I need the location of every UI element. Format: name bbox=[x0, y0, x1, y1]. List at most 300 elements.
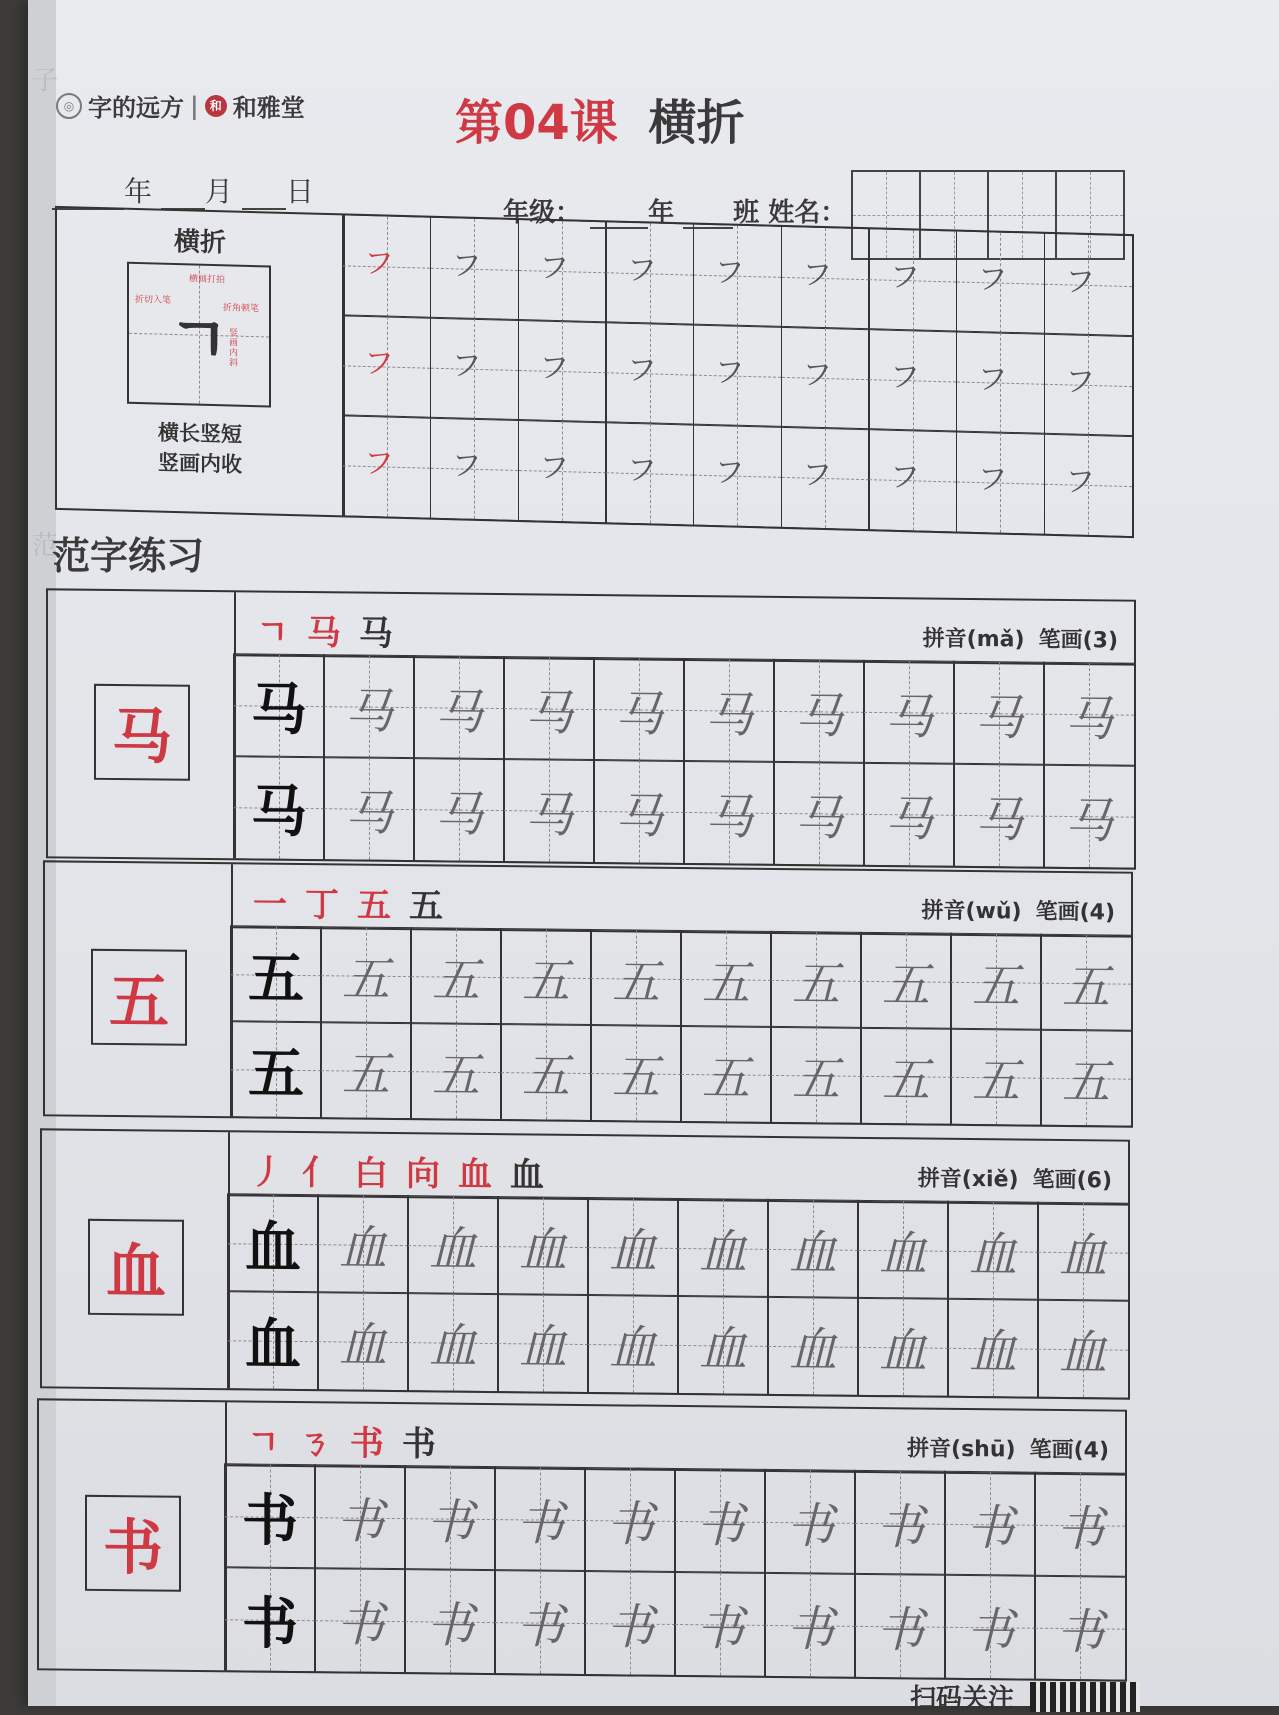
stroke-practice-cell[interactable] bbox=[518, 219, 607, 323]
writing-cell[interactable] bbox=[407, 1195, 499, 1294]
brand-right-text: 和雅堂 bbox=[232, 93, 305, 122]
strokes-count: (4) bbox=[1079, 900, 1115, 926]
name-label: 姓名： bbox=[768, 198, 847, 228]
writing-cell[interactable] bbox=[674, 1571, 766, 1676]
practice-character: 马 bbox=[1064, 690, 1113, 747]
stroke-practice-cell[interactable] bbox=[1044, 333, 1133, 437]
edge-glyph: 范 bbox=[32, 531, 59, 561]
stroke-practice-cell[interactable] bbox=[781, 226, 870, 330]
stroke-order-step: 丁 bbox=[305, 885, 357, 926]
practice-character: 马 bbox=[794, 789, 843, 847]
practice-character: 五 bbox=[431, 952, 480, 1009]
practice-character: 血 bbox=[968, 1227, 1017, 1284]
stroke-name: 横折 bbox=[173, 226, 226, 259]
strokes-count: (3) bbox=[1082, 628, 1118, 654]
practice-character: 血 bbox=[428, 1318, 477, 1375]
writing-cell[interactable] bbox=[1034, 1575, 1126, 1680]
practice-stroke: フ bbox=[451, 348, 482, 385]
practice-stroke: フ bbox=[714, 255, 745, 291]
pinyin-label: 拼音 bbox=[921, 898, 966, 924]
practice-stroke: フ bbox=[889, 259, 920, 296]
writing-cell[interactable] bbox=[863, 660, 955, 764]
demo-note: 折切入笔 bbox=[135, 294, 172, 306]
writing-cell[interactable] bbox=[770, 1026, 862, 1123]
practice-character: 马 bbox=[344, 784, 393, 842]
writing-cell[interactable] bbox=[314, 1567, 406, 1672]
day-blank[interactable] bbox=[242, 184, 286, 210]
character-meta bbox=[921, 893, 1115, 926]
stroke-practice-cell[interactable] bbox=[518, 319, 607, 423]
practice-character: 书 bbox=[1055, 1500, 1104, 1558]
practice-character: 五 bbox=[431, 1047, 480, 1104]
practice-character: 马 bbox=[704, 788, 753, 846]
demo-glyph: ㄱ bbox=[168, 301, 230, 379]
footer-text: 扫码关注 bbox=[910, 1684, 1015, 1714]
writing-cell[interactable] bbox=[317, 1194, 409, 1293]
stroke-practice-cell[interactable] bbox=[342, 315, 431, 419]
stroke-practice-cell[interactable] bbox=[693, 424, 782, 528]
writing-cell[interactable] bbox=[500, 928, 592, 1025]
practice-character: 五 bbox=[611, 1049, 660, 1106]
practice-character: 血 bbox=[608, 1320, 657, 1377]
practice-character: 马 bbox=[794, 687, 843, 745]
page-title bbox=[455, 84, 745, 153]
character-sample-column bbox=[39, 1400, 227, 1670]
practice-character: 五 bbox=[881, 957, 930, 1014]
stroke-practice-cell[interactable] bbox=[518, 419, 607, 523]
model-character: 马 bbox=[251, 778, 307, 846]
stroke-practice-cell[interactable] bbox=[605, 222, 694, 326]
stroke-practice-cell[interactable] bbox=[605, 322, 694, 426]
practice-character: 五 bbox=[701, 955, 750, 1012]
writing-cell[interactable] bbox=[1043, 764, 1135, 868]
writing-cell[interactable] bbox=[230, 926, 322, 1023]
brand-seal-icon: 和 bbox=[205, 95, 227, 117]
practice-character: 书 bbox=[605, 1496, 654, 1553]
practice-character: 书 bbox=[965, 1603, 1014, 1660]
writing-cell[interactable] bbox=[410, 927, 502, 1024]
writing-cell[interactable] bbox=[1040, 1029, 1132, 1126]
model-character: 血 bbox=[245, 1310, 301, 1378]
practice-character: 五 bbox=[341, 951, 390, 1008]
stroke-tip: 横长竖短 bbox=[158, 420, 242, 447]
practice-character: 马 bbox=[974, 791, 1023, 849]
character-block bbox=[46, 588, 1136, 869]
practice-character: 书 bbox=[515, 1598, 564, 1655]
stroke-practice-cell[interactable] bbox=[430, 317, 519, 421]
practice-character: 书 bbox=[425, 1597, 474, 1654]
writing-cell[interactable] bbox=[770, 931, 862, 1028]
practice-character: 血 bbox=[338, 1317, 387, 1374]
character-sample-column bbox=[45, 862, 233, 1116]
practice-stroke: フ bbox=[977, 462, 1008, 498]
writing-cell[interactable] bbox=[773, 761, 865, 865]
demo-note: 横画打拍 bbox=[189, 274, 226, 286]
stroke-order bbox=[256, 604, 411, 655]
lesson-number: 第04课 bbox=[455, 95, 618, 151]
writing-cell[interactable] bbox=[683, 658, 775, 762]
pinyin-value: (xiě) bbox=[961, 1166, 1019, 1193]
writing-cell[interactable] bbox=[413, 757, 505, 861]
stroke-order-step: 白 bbox=[354, 1153, 406, 1195]
model-character: 书 bbox=[242, 1589, 298, 1657]
writing-cell[interactable] bbox=[320, 926, 412, 1023]
practice-character: 书 bbox=[695, 1600, 744, 1657]
model-character: 五 bbox=[248, 944, 304, 1012]
writing-grid bbox=[234, 654, 1134, 867]
writing-cell[interactable] bbox=[953, 661, 1045, 765]
stroke-order-step: 向 bbox=[406, 1154, 458, 1195]
stroke-practice-grid bbox=[343, 215, 1132, 536]
stroke-order-step: 亻 bbox=[302, 1153, 354, 1194]
practice-character: 马 bbox=[344, 682, 393, 740]
sample-character-box bbox=[94, 684, 190, 781]
writing-cell[interactable] bbox=[1037, 1299, 1129, 1398]
practice-character: 马 bbox=[1064, 792, 1113, 849]
stroke-practice-cell[interactable] bbox=[956, 231, 1045, 335]
stroke-practice-cell[interactable] bbox=[781, 326, 870, 430]
practice-character: 血 bbox=[698, 1321, 747, 1378]
writing-cell[interactable] bbox=[590, 929, 682, 1026]
writing-cell[interactable] bbox=[854, 1573, 946, 1678]
stroke-order-step: 丿 bbox=[250, 1152, 302, 1194]
sample-character-box bbox=[91, 949, 187, 1046]
writing-cell[interactable] bbox=[314, 1464, 406, 1569]
sample-character: 五 bbox=[109, 966, 169, 1038]
practice-character: 书 bbox=[1055, 1603, 1104, 1661]
model-character: 书 bbox=[242, 1486, 298, 1554]
writing-grid bbox=[225, 1464, 1125, 1679]
writing-cell[interactable] bbox=[404, 1568, 496, 1673]
writing-cell[interactable] bbox=[494, 1466, 586, 1571]
stroke-order-step: 一 bbox=[253, 884, 305, 926]
practice-character: 书 bbox=[785, 1498, 834, 1555]
practice-stroke: フ bbox=[889, 359, 920, 396]
practice-character: 血 bbox=[608, 1223, 657, 1280]
practice-character: 血 bbox=[968, 1324, 1017, 1381]
pinyin-label: 拼音 bbox=[917, 1166, 962, 1192]
writing-cell[interactable] bbox=[857, 1297, 949, 1396]
strokes-count: (6) bbox=[1076, 1168, 1112, 1194]
demo-grid bbox=[129, 264, 269, 406]
writing-cell[interactable] bbox=[857, 1200, 949, 1299]
section-title: 范字练习 bbox=[52, 534, 205, 578]
practice-stroke: フ bbox=[626, 352, 657, 389]
practice-stroke: フ bbox=[363, 345, 394, 382]
stroke-practice-cell[interactable] bbox=[342, 415, 431, 519]
practice-stroke: フ bbox=[539, 350, 570, 387]
writing-grid bbox=[228, 1194, 1128, 1397]
stroke-order-step: ㄱ bbox=[256, 612, 307, 654]
writing-cell[interactable] bbox=[950, 933, 1042, 1030]
practice-stroke: フ bbox=[802, 357, 833, 394]
class-unit: 班 bbox=[733, 198, 760, 228]
writing-cell[interactable] bbox=[413, 655, 505, 759]
practice-character: 马 bbox=[434, 785, 483, 843]
writing-cell[interactable] bbox=[764, 1469, 856, 1574]
practice-stroke: フ bbox=[1065, 264, 1096, 301]
brand-logo bbox=[56, 88, 305, 123]
writing-cell[interactable] bbox=[593, 657, 685, 761]
stroke-practice-cell[interactable] bbox=[693, 324, 782, 428]
practice-character: 血 bbox=[878, 1226, 927, 1283]
character-meta bbox=[918, 1161, 1112, 1194]
stroke-order-step: ㄋ bbox=[297, 1423, 350, 1464]
model-character: 五 bbox=[248, 1039, 304, 1107]
practice-character: 书 bbox=[425, 1494, 474, 1551]
brand-circle-icon: ◎ bbox=[56, 93, 82, 119]
practice-character: 血 bbox=[698, 1224, 747, 1281]
writing-cell[interactable] bbox=[860, 1027, 952, 1124]
pinyin-value: (shū) bbox=[951, 1436, 1016, 1463]
pinyin-value: (wǔ) bbox=[965, 898, 1022, 925]
practice-character: 血 bbox=[518, 1222, 567, 1279]
stroke-practice-cell[interactable] bbox=[868, 228, 957, 332]
stroke-practice-cell[interactable] bbox=[693, 224, 782, 328]
writing-cell[interactable] bbox=[854, 1470, 946, 1575]
year-label: 年 bbox=[124, 175, 153, 208]
character-meta bbox=[923, 621, 1118, 654]
model-character: 血 bbox=[245, 1213, 301, 1281]
writing-cell[interactable] bbox=[323, 654, 415, 758]
practice-character: 五 bbox=[521, 1048, 570, 1105]
writing-cell[interactable] bbox=[503, 656, 595, 760]
writing-cell[interactable] bbox=[227, 1194, 319, 1293]
practice-character: 血 bbox=[788, 1322, 837, 1379]
practice-character: 五 bbox=[701, 1050, 750, 1107]
writing-cell[interactable] bbox=[950, 1028, 1042, 1125]
stroke-intro bbox=[57, 208, 345, 516]
writing-cell[interactable] bbox=[224, 1464, 316, 1569]
stroke-practice-cell[interactable] bbox=[430, 417, 519, 521]
writing-cell[interactable] bbox=[584, 1467, 676, 1572]
writing-cell[interactable] bbox=[233, 756, 325, 860]
model-character: 马 bbox=[251, 676, 307, 744]
practice-character: 五 bbox=[971, 1053, 1020, 1110]
writing-cell[interactable] bbox=[680, 930, 772, 1027]
practice-character: 马 bbox=[434, 683, 483, 741]
character-block bbox=[37, 1398, 1127, 1681]
practice-character: 血 bbox=[338, 1220, 387, 1277]
practice-character: 马 bbox=[524, 684, 573, 742]
stroke-order bbox=[250, 1144, 562, 1196]
writing-cell[interactable] bbox=[953, 763, 1045, 867]
practice-character: 血 bbox=[788, 1225, 837, 1282]
practice-character: 马 bbox=[884, 790, 933, 848]
practice-character: 五 bbox=[341, 1046, 390, 1103]
stroke-tip: 竖画内收 bbox=[158, 450, 242, 477]
writing-cell[interactable] bbox=[494, 1569, 586, 1674]
writing-cell[interactable] bbox=[944, 1574, 1036, 1679]
practice-stroke: フ bbox=[714, 355, 745, 391]
pinyin-label: 拼音 bbox=[922, 626, 967, 652]
practice-character: 书 bbox=[785, 1601, 834, 1658]
practice-stroke: フ bbox=[977, 362, 1008, 398]
writing-cell[interactable] bbox=[320, 1021, 412, 1118]
practice-character: 马 bbox=[614, 685, 663, 743]
stroke-order-step: 书 bbox=[401, 1424, 454, 1465]
practice-character: 五 bbox=[791, 956, 840, 1013]
practice-stroke: フ bbox=[626, 252, 657, 289]
stroke-order-step: 血 bbox=[458, 1154, 510, 1196]
practice-character: 书 bbox=[515, 1495, 564, 1552]
writing-cell[interactable] bbox=[677, 1295, 769, 1394]
demo-note: 竖画内斜 bbox=[229, 328, 239, 369]
writing-cell[interactable] bbox=[767, 1199, 859, 1298]
writing-cell[interactable] bbox=[323, 756, 415, 860]
writing-cell[interactable] bbox=[497, 1196, 589, 1295]
grade-label: 年级： bbox=[503, 198, 582, 228]
month-label: 月 bbox=[204, 175, 233, 208]
strokes-label: 笔画 bbox=[1035, 899, 1080, 926]
practice-character: 血 bbox=[1058, 1324, 1107, 1382]
sample-character-box bbox=[85, 1495, 181, 1592]
practice-character: 马 bbox=[974, 689, 1023, 747]
writing-cell[interactable] bbox=[1034, 1472, 1126, 1577]
practice-character: 五 bbox=[791, 1051, 840, 1108]
practice-character: 五 bbox=[1061, 1053, 1110, 1111]
stroke-practice-cell[interactable] bbox=[781, 426, 870, 530]
sample-character: 血 bbox=[106, 1236, 166, 1308]
practice-character: 血 bbox=[878, 1323, 927, 1380]
practice-character: 书 bbox=[875, 1499, 924, 1556]
stroke-practice-cell[interactable] bbox=[868, 328, 957, 432]
stroke-demo-cell bbox=[127, 262, 271, 408]
writing-cell[interactable] bbox=[1040, 934, 1132, 1031]
writing-cell[interactable] bbox=[860, 932, 952, 1029]
strokes-label: 笔画 bbox=[1029, 1437, 1074, 1464]
writing-cell[interactable] bbox=[227, 1291, 319, 1390]
practice-character: 五 bbox=[971, 958, 1020, 1015]
writing-cell[interactable] bbox=[500, 1023, 592, 1120]
practice-stroke: フ bbox=[539, 450, 570, 487]
writing-cell[interactable] bbox=[764, 1572, 856, 1677]
practice-character: 书 bbox=[695, 1497, 744, 1554]
practice-stroke: フ bbox=[977, 262, 1008, 298]
writing-cell[interactable] bbox=[407, 1292, 499, 1391]
practice-character: 五 bbox=[611, 954, 660, 1011]
pinyin-value: (mǎ) bbox=[966, 626, 1025, 653]
writing-cell[interactable] bbox=[944, 1471, 1036, 1576]
character-block bbox=[40, 1128, 1130, 1399]
writing-cell[interactable] bbox=[1037, 1202, 1129, 1301]
sample-character: 书 bbox=[103, 1512, 163, 1584]
stroke-practice-cell[interactable] bbox=[956, 431, 1045, 535]
practice-stroke: フ bbox=[451, 448, 482, 485]
practice-character: 书 bbox=[335, 1493, 384, 1550]
sample-character: 马 bbox=[112, 701, 172, 773]
practice-character: 血 bbox=[1058, 1227, 1107, 1285]
practice-stroke: フ bbox=[626, 452, 657, 489]
writing-cell[interactable] bbox=[410, 1022, 502, 1119]
writing-cell[interactable] bbox=[590, 1024, 682, 1121]
writing-cell[interactable] bbox=[224, 1567, 316, 1672]
stroke-practice-cell[interactable] bbox=[605, 422, 694, 526]
writing-cell[interactable] bbox=[863, 762, 955, 866]
brand-divider: | bbox=[190, 91, 199, 120]
writing-cell[interactable] bbox=[683, 760, 775, 864]
practice-character: 血 bbox=[428, 1221, 477, 1278]
writing-cell[interactable] bbox=[773, 659, 865, 763]
practice-character: 五 bbox=[881, 1052, 930, 1109]
practice-stroke: フ bbox=[1065, 464, 1096, 501]
writing-cell[interactable] bbox=[680, 1025, 772, 1122]
writing-cell[interactable] bbox=[503, 758, 595, 862]
pinyin-label: 拼音 bbox=[907, 1436, 952, 1462]
stroke-practice-cell[interactable] bbox=[430, 217, 519, 321]
stroke-practice-cell[interactable] bbox=[956, 331, 1045, 435]
stroke-practice-cell[interactable] bbox=[1044, 433, 1133, 537]
practice-character: 马 bbox=[524, 786, 573, 844]
practice-character: 血 bbox=[518, 1319, 567, 1376]
writing-cell[interactable] bbox=[593, 759, 685, 863]
writing-cell[interactable] bbox=[584, 1570, 676, 1675]
stroke-practice-cell[interactable] bbox=[868, 428, 957, 532]
qr-code-icon bbox=[1030, 1682, 1140, 1712]
writing-cell[interactable] bbox=[947, 1298, 1039, 1397]
practice-character: 书 bbox=[335, 1596, 384, 1653]
writing-cell[interactable] bbox=[587, 1294, 679, 1393]
character-sample-column bbox=[42, 1130, 230, 1388]
strokes-label: 笔画 bbox=[1032, 1167, 1077, 1194]
practice-character: 五 bbox=[521, 953, 570, 1010]
character-block bbox=[43, 860, 1133, 1127]
stroke-order bbox=[247, 1414, 454, 1465]
writing-cell[interactable] bbox=[230, 1021, 322, 1118]
writing-cell[interactable] bbox=[767, 1296, 859, 1395]
day-label: 日 bbox=[285, 175, 314, 208]
practice-stroke: フ bbox=[451, 248, 482, 285]
stroke-order-step: 五 bbox=[357, 885, 409, 927]
stroke-order bbox=[253, 876, 461, 927]
stroke-practice-cell[interactable] bbox=[342, 215, 431, 319]
practice-character: 书 bbox=[965, 1500, 1014, 1557]
writing-cell[interactable] bbox=[233, 654, 325, 758]
stroke-practice-block bbox=[55, 206, 1134, 538]
writing-cell[interactable] bbox=[674, 1468, 766, 1573]
stroke-order-step: 马 bbox=[306, 613, 359, 654]
writing-cell[interactable] bbox=[947, 1201, 1039, 1300]
writing-cell[interactable] bbox=[1043, 662, 1135, 766]
demo-note: 折角顿笔 bbox=[223, 303, 260, 315]
stroke-order-step: ㄱ bbox=[247, 1422, 298, 1464]
grade-unit: 年 bbox=[648, 198, 675, 228]
writing-grid bbox=[231, 926, 1131, 1125]
practice-stroke: フ bbox=[802, 257, 833, 294]
brand-left-text: 字的远方 bbox=[88, 93, 184, 122]
practice-stroke: フ bbox=[363, 445, 394, 482]
stroke-order-step: 血 bbox=[510, 1155, 562, 1196]
strokes-label: 笔画 bbox=[1038, 627, 1083, 654]
practice-stroke: フ bbox=[363, 245, 394, 282]
writing-cell[interactable] bbox=[497, 1293, 589, 1392]
writing-cell[interactable] bbox=[587, 1197, 679, 1296]
practice-stroke: フ bbox=[889, 459, 920, 496]
writing-cell[interactable] bbox=[404, 1465, 496, 1570]
practice-stroke: フ bbox=[714, 455, 745, 491]
date-line bbox=[52, 170, 314, 210]
character-meta bbox=[907, 1431, 1109, 1464]
practice-character: 五 bbox=[1061, 958, 1110, 1016]
writing-cell[interactable] bbox=[317, 1291, 409, 1390]
stroke-practice-cell[interactable] bbox=[1044, 233, 1133, 337]
writing-cell[interactable] bbox=[677, 1198, 769, 1297]
practice-character: 马 bbox=[614, 787, 663, 845]
practice-stroke: フ bbox=[539, 250, 570, 287]
month-blank[interactable] bbox=[161, 184, 205, 210]
edge-glyph: 子 bbox=[32, 66, 59, 96]
lesson-topic: 横折 bbox=[648, 95, 745, 151]
